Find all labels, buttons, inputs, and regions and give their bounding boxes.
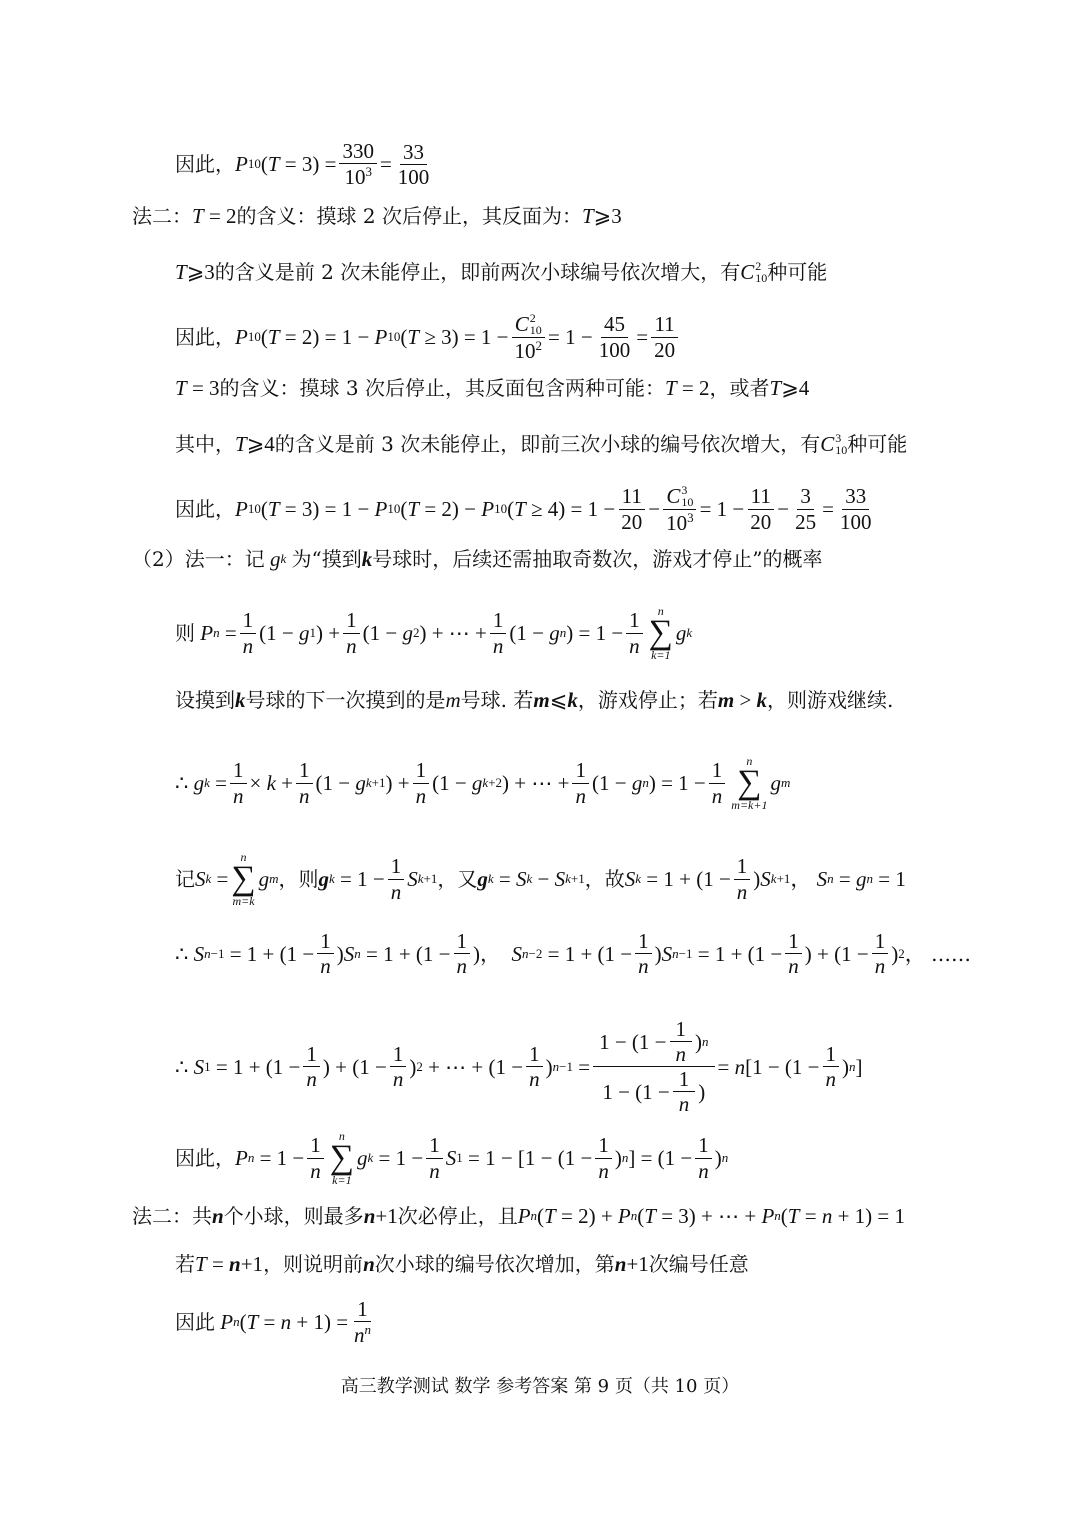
line-3: T ⩾3 的含义是前 2 次未能停止，即前两次小球编号依次增大，有 C 2 10 种可能 bbox=[175, 259, 828, 285]
formula-pn-final: P n = 1 − $\frac{1}{n}$ n ∑ k=1 g k = 1 − $\frac{1}{n}$ S 1 = 1 − [1 − (1 − $\frac{1}{n}$ ) n ] = (1 − $\frac{1}{n}$ ) n bbox=[235, 1129, 729, 1187]
text-ruo: 若 bbox=[175, 1252, 195, 1276]
text-part2-def2: 号球时，后续还需抽取奇数次，游戏才停止”的概率 bbox=[372, 547, 823, 571]
text-zhong-keneng-1: 种可能 bbox=[767, 260, 828, 284]
line-13 bbox=[175, 930, 971, 977]
text-huozhe: ，或者 bbox=[709, 376, 770, 400]
text-she-e: ，则游戏继续. bbox=[767, 688, 894, 712]
text-ze2: ，则 bbox=[278, 867, 319, 891]
text-ze: 则 bbox=[175, 621, 195, 645]
text-she-c: 号球. 若 bbox=[460, 688, 534, 712]
text-yinci-5: 因此 bbox=[175, 1310, 215, 1335]
text-you: ，又 bbox=[437, 867, 478, 891]
text-yinci-2: 因此， bbox=[175, 325, 235, 350]
text-she-d: ，游戏停止；若 bbox=[577, 688, 718, 712]
text-ruo-b: ，则说明前 bbox=[263, 1252, 364, 1276]
line-12: 记 S k = n ∑ m=k g m ，则 g k = 1 − $\frac{1}{n}$ S k+1 ，又 g k = S k − S k+1 ，故 S k = 1 + (1 − $\frac{1}{n}$ ) S k+1 ， S n = g n = 1 bbox=[175, 850, 906, 908]
text-fa2b-a: 法二：共 bbox=[132, 1204, 212, 1228]
formula-s1: ∴ S 1 = 1 + (1 − $\frac{1}{n}$ ) + (1 − $\frac{1}{n}$ ) 2 + ⋯ + (1 − $\frac{1}{n}$ ) n−1 = 1 − (1 − $\frac{1}{n}$ ) n 1 − (1 − $\frac{1}{n}$ ) = n [1 − (1 − $\frac{1}{n}$ ) n ] bbox=[175, 1017, 863, 1117]
line-9 bbox=[175, 605, 692, 661]
text-fa2-head: 法二： bbox=[132, 204, 192, 228]
line-4 bbox=[175, 312, 681, 362]
line-15 bbox=[175, 1130, 728, 1186]
text-yinci-3: 因此， bbox=[175, 497, 235, 522]
text-t3-meaning: 的含义是前 2 次未能停止，即前两次小球编号依次增大，有 bbox=[214, 260, 741, 284]
line-7 bbox=[175, 484, 877, 534]
text-dots: …… bbox=[930, 941, 971, 966]
num-33: 33 bbox=[400, 141, 427, 165]
den-100: 100 bbox=[397, 164, 430, 189]
text-t4-meaning: 的含义是前 3 次未能停止，即前三次小球的编号依次增大，有 bbox=[274, 432, 821, 456]
formula-sn1-sn2: ∴ S n−1 = 1 + (1 − $\frac{1}{n}$ ) S n = 1 + (1 − $\frac{1}{n}$ )， S n−2 = 1 + (1 − $\frac{1}{n}$ ) S n−1 = 1 + (1 − $\frac{1}{n}$ ) + (1 − $\frac{1}{n}$ ) 2 ， bbox=[175, 929, 931, 979]
text-qizhong: 其中， bbox=[175, 432, 235, 456]
num-330: 330 bbox=[339, 140, 377, 164]
page-footer: 高三教学测试 数学 参考答案 第 9 页（共 10 页） bbox=[340, 1376, 740, 1397]
line-1 bbox=[175, 140, 435, 188]
line-14 bbox=[175, 1018, 863, 1115]
formula-sk-def: S k = n ∑ m=k g m bbox=[195, 850, 279, 908]
text-part2-head: （2）法一：记 bbox=[132, 547, 265, 571]
text-ji: 记 bbox=[175, 867, 195, 891]
text-ruo-d: 次编号任意 bbox=[648, 1252, 749, 1276]
text-part2-def: 为“摸到 bbox=[291, 547, 362, 571]
text-fa2b-b: 个小球，则最多 bbox=[223, 1204, 364, 1228]
line-5: T = 3 的含义：摸球 3 次后停止，其反面包含两种可能： T = 2 ，或者 T ⩾4 bbox=[175, 376, 810, 400]
text-gu: ，故 bbox=[584, 867, 625, 891]
line-6: 其中， T ⩾4 的含义是前 3 次未能停止，即前三次小球的编号依次增大，有 C 3 10 种可能 bbox=[175, 431, 908, 457]
line-18: 因此 P n ( T = n + 1) = $\frac{1}{n^n}$ bbox=[175, 1297, 372, 1348]
formula-p10-t3-a: P 10 ( T = 3) = $\frac{330}{10^3}$ = $\frac{33}{100}$ bbox=[235, 140, 435, 188]
text-ruo-c: 次小球的编号依次增加，第 bbox=[374, 1252, 615, 1276]
text-fa2b-c: 次必停止，且 bbox=[397, 1204, 518, 1228]
text-zhong-keneng-2: 种可能 bbox=[847, 432, 908, 456]
line-17: 若 T = n +1 ，则说明前 n 次小球的编号依次增加，第 n +1 次编号任意 bbox=[175, 1252, 749, 1276]
line-11 bbox=[175, 755, 790, 811]
formula-pn: P n = $\frac{1}{n}$ (1 − g 1 ) + $\frac{1}{n}$ (1 − g 2 ) + ⋯ + $\frac{1}{n}$ (1 − g n ) = 1 − $\frac{1}{n}$ n ∑ k=1 g k bbox=[200, 604, 693, 662]
text-yinci-4: 因此， bbox=[175, 1146, 235, 1170]
formula-p10-t2: P 10 ( T = 2) = 1 − P 10 ( T ≥ 3) = 1 − C 2 10 $10^2$ = 1 − $\frac{45}{100}$ = $\frac{11}{20}$ bbox=[235, 312, 681, 362]
text-yinci: 因此， bbox=[175, 152, 235, 177]
line-2: 法二： T = 2 的含义：摸球 2 次后停止，其反面为： T ⩾3 bbox=[132, 204, 622, 228]
line-16: 法二：共 n 个小球，则最多 n +1 次必停止，且 P n ( T = 2) + P n ( T = 3) + ⋯ + P n ( T = n + 1) = 1 bbox=[132, 1204, 906, 1228]
formula-p10-t3-b: P 10 ( T = 3) = 1 − P 10 ( T = 2) − P 10 ( T ≥ 4) = 1 − $\frac{11}{20}$ − C 3 10 $10^3$ = 1 − $\frac{11}{20}$ − $\frac{3}{25}$ = $\frac{33}{100}$ bbox=[235, 483, 872, 535]
text-she-a: 设摸到 bbox=[175, 688, 235, 712]
line-8: （2）法一：记 g k 为“摸到 k 号球时，后续还需抽取奇数次，游戏才停止”的概率 bbox=[132, 547, 823, 571]
line-10: 设摸到 k 号球的下一次摸到的是 m 号球. 若 m ⩽ k ，游戏停止；若 m > k ，则游戏继续. bbox=[175, 688, 894, 712]
text-t2-meaning: 的含义：摸球 2 次后停止，其反面为： bbox=[236, 204, 582, 228]
formula-gk: ∴ g k = $\frac{1}{n}$ × k + $\frac{1}{n}$ (1 − g k+1 ) + $\frac{1}{n}$ (1 − g k+2 ) + ⋯ + $\frac{1}{n}$ (1 − g n ) = 1 − $\frac{1}{n}$ n ∑ m=k+1 g m bbox=[175, 754, 791, 812]
text-t3-line: 的含义：摸球 3 次后停止，其反面包含两种可能： bbox=[219, 376, 665, 400]
text-she-b: 号球的下一次摸到的是 bbox=[245, 688, 446, 712]
